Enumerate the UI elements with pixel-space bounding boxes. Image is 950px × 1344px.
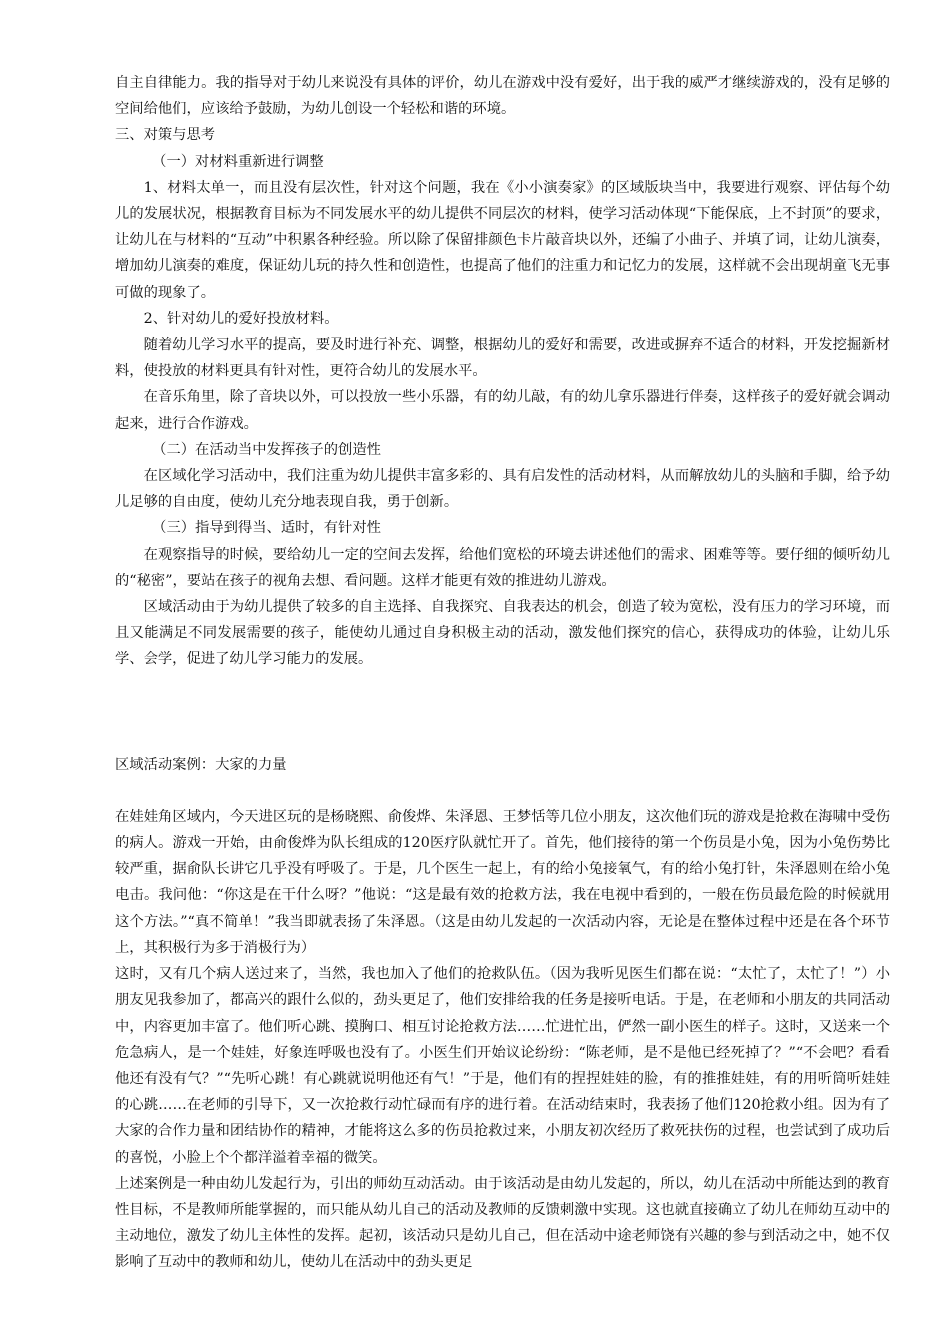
subheading-materials: （一）对材料重新进行调整 [152, 153, 324, 170]
paragraph-continuation: 自主自律能力。我的指导对于幼儿来说没有具体的评价，幼儿在游戏中没有爱好，出于我的威严才继续游戏的，没有足够的空间给他们，应该给予鼓励，为幼儿创设一个轻松和谐的环境。 [115, 75, 890, 118]
subheading-guidance: （三）指导到得当、适时，有针对性 [152, 520, 381, 537]
paragraph-materials-1: 1、材料太单一，而且没有层次性，针对这个问题，我在《小小演奏家》的区域版块当中，我要进行观察、评估每个幼儿的发展状况，根据教育目标为不同发展水平的幼儿提供不同层次的材料，使学习活动体现“下能保底，上不封顶”的要求，让幼儿在与材料的“互动”中积累各种经验。所以除了保留排颜色卡片敲音块以外，还编了小曲子、并填了词，让幼儿演奏，增加幼儿演奏的难度，保证幼儿玩的持久性和创造性，也提高了他们的注重力和记忆力的发展，这样就不会出现胡童飞无事可做的现象了。 [115, 179, 890, 301]
section-spacer [115, 673, 890, 752]
paragraph-music-corner: 在音乐角里，除了音块以外，可以投放一些小乐器，有的幼儿敲，有的幼儿拿乐器进行伴奏，这样孩子的爱好就会调动起来，进行合作游戏。 [115, 389, 890, 432]
case-paragraph-1: 在娃娃角区域内，今天进区玩的是杨晓熙、俞俊烨、朱泽恩、王梦恬等几位小朋友，这次他们玩的游戏是抢救在海啸中受伤的病人。游戏一开始，由俞俊烨为队长组成的120医疗队就忙开了。首先，他们接待的第一个伤员是小兔，因为小兔伤势比较严重，据俞队长讲它几乎没有呼吸了。于是，几个医生一起上，有的给小兔接氧气，有的给小兔打针，朱泽恩则在给小兔电击。我问他：“你这是在干什么呀？”他说：“这是最有效的抢救方法，我在电视中看到的，一般在伤员最危险的时候就用这个方法。”“真不简单！”我当即就表扬了朱泽恩。（这是由幼儿发起的一次活动内容，无论是在整体过程中还是在各个环节上，其积极行为多于消极行为） [115, 808, 890, 956]
document-page [115, 70, 890, 1276]
paragraph-adjustment: 随着幼儿学习水平的提高，要及时进行补充、调整，根据幼儿的爱好和需要，改进或摒弃不适合的材料，开发挖掘新材料，使投放的材料更具有针对性，更符合幼儿的发展水平。 [115, 337, 890, 380]
paragraph-creativity: 在区域化学习活动中，我们注重为幼儿提供丰富多彩的、具有启发性的活动材料，从而解放幼儿的头脑和手脚，给予幼儿足够的自由度，使幼儿充分地表现自我，勇于创新。 [115, 468, 890, 511]
paragraph-guidance: 在观察指导的时候，要给幼儿一定的空间去发挥，给他们宽松的环境去讲述他们的需求、困难等等。要仔细的倾听幼儿的“秘密”，要站在孩子的视角去想、看问题。这样才能更有效的推进幼儿游戏。 [115, 546, 890, 589]
paragraph-materials-2: 2、针对幼儿的爱好投放材料。 [143, 310, 339, 327]
subheading-creativity: （二）在活动当中发挥孩子的创造性 [152, 441, 381, 458]
title-spacer [115, 778, 890, 804]
case-title: 区域活动案例：大家的力量 [115, 756, 287, 773]
case-paragraph-3: 上述案例是一种由幼儿发起行为，引出的师幼互动活动。由于该活动是由幼儿发起的，所以，幼儿在活动中所能达到的教育性目标，不是教师所能掌握的，而只能从幼儿自己的活动及教师的反馈刺激中实现。这也就直接确立了幼儿在师幼互动中的主动地位，激发了幼儿主体性的发挥。起初，该活动只是幼儿自己，但在活动中途老师饶有兴趣的参与到活动之中，她不仅影响了互动中的教师和幼儿，使幼儿在活动中的劲头更足 [115, 1175, 890, 1271]
case-paragraph-2: 这时，又有几个病人送过来了，当然，我也加入了他们的抢救队伍。（因为我听见医生们都在说：“太忙了，太忙了！”）小朋友见我参加了，都高兴的跟什么似的，劲头更足了，他们安排给我的任务是接听电话。于是，在老师和小朋友的共同活动中，内容更加丰富了。他们听心跳、摸胸口、相互讨论抢救方法……忙进忙出，俨然一副小医生的样子。这时，又送来一个危急病人，是一个娃娃，好象连呼吸也没有了。小医生们开始议论纷纷：“陈老师，是不是他已经死掉了？”“不会吧？看看他还有没有气？”“先听心跳！有心跳就说明他还有气！”于是，他们有的捏捏娃娃的脸，有的推推娃娃，有的用听筒听娃娃的心跳……在老师的引导下，又一次抢救行动忙碌而有序的进行着。在活动结束时，我表扬了他们120抢救小组。因为有了大家的合作力量和团结协作的精神，才能将这么多的伤员抢救过来，小朋友初次经历了救死扶伤的过程，也尝试到了成功后的喜悦，小脸上个个都洋溢着幸福的微笑。 [115, 966, 890, 1166]
section-heading: 三、对策与思考 [115, 127, 216, 144]
paragraph-conclusion: 区域活动由于为幼儿提供了较多的自主选择、自我探究、自我表达的机会，创造了较为宽松，没有压力的学习环境，而且又能满足不同发展需要的孩子，能使幼儿通过自身积极主动的活动，激发他们探究的信心，获得成功的体验，让幼儿乐学、会学，促进了幼儿学习能力的发展。 [115, 599, 890, 668]
